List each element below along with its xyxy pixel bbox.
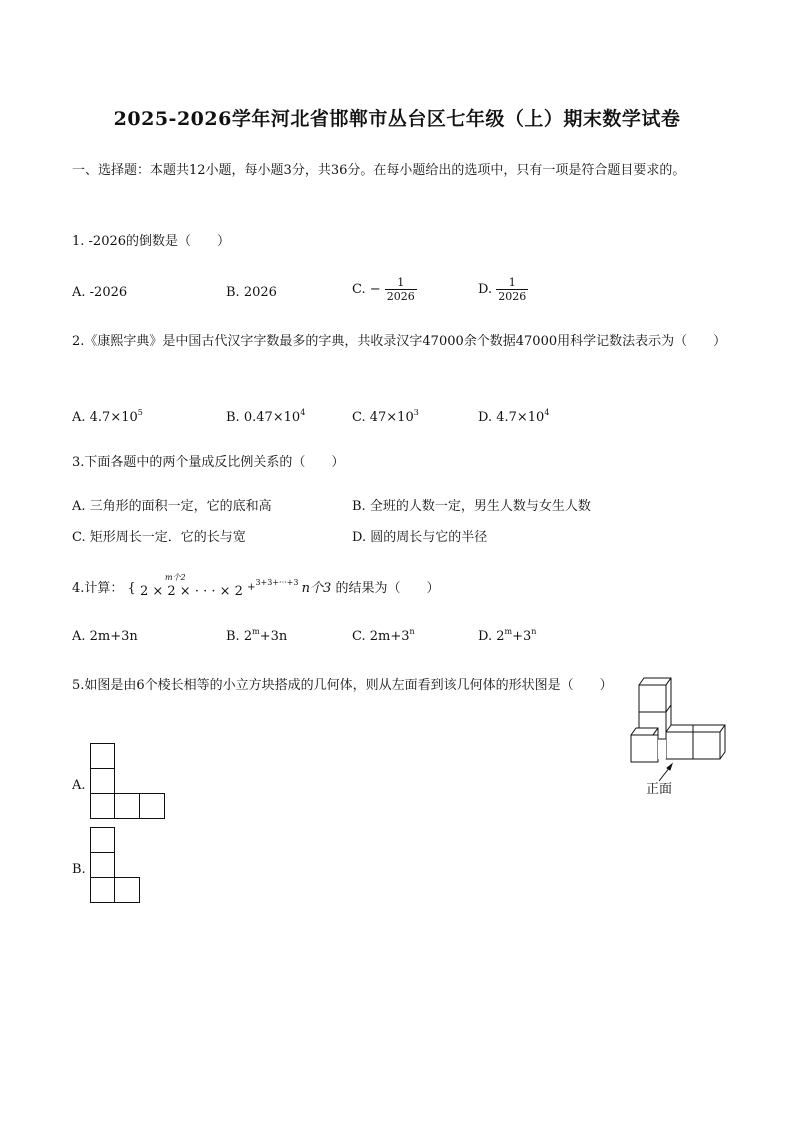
option-base: C. 2m+3 bbox=[352, 629, 410, 644]
fraction-numerator: 1 bbox=[397, 276, 405, 289]
question-1-option-c-prefix: C. − bbox=[352, 282, 381, 297]
question-2-option-d[interactable] bbox=[478, 408, 549, 428]
arrow-head bbox=[667, 764, 672, 770]
question-5-figure-label: 正面 bbox=[646, 782, 673, 797]
grid-square bbox=[91, 828, 115, 853]
option-base: A. 4.7×10 bbox=[72, 410, 138, 425]
grid-square bbox=[140, 794, 165, 819]
expression-sum-sup: 3+3+···+3 bbox=[255, 578, 299, 587]
question-5-option-b-figure[interactable] bbox=[90, 827, 142, 904]
grid-square bbox=[115, 878, 140, 903]
question-1-option-d-prefix: D. bbox=[478, 282, 493, 297]
fraction-denominator: 2026 bbox=[498, 290, 527, 303]
question-5-option-a-figure[interactable] bbox=[90, 743, 166, 820]
expression-n-count: n个3 bbox=[301, 581, 332, 596]
question-3-option-c[interactable]: C. 矩形周长一定．它的长与宽 bbox=[72, 530, 246, 545]
option-base: D. 4.7×10 bbox=[478, 410, 545, 425]
cube-face bbox=[639, 685, 666, 712]
question-3-option-a[interactable]: A. 三角形的面积一定，它的底和高 bbox=[72, 499, 272, 514]
question-1-stem: 1. -2026的倒数是（ ） bbox=[72, 234, 231, 249]
question-1-option-b[interactable]: B. 2026 bbox=[226, 285, 277, 300]
grid-square bbox=[91, 853, 115, 878]
expression-brace: { bbox=[127, 581, 136, 596]
option-base: C. 47×10 bbox=[352, 410, 414, 425]
question-2-option-b[interactable] bbox=[226, 408, 305, 428]
question-1-option-c-fraction bbox=[385, 276, 417, 303]
section-heading: 一、选择题：本题共12小题，每小题3分，共36分。在每小题给出的选项中，只有一项是符合题目要求的。 bbox=[72, 163, 686, 178]
cube-face bbox=[720, 725, 725, 759]
cube-face bbox=[631, 735, 658, 762]
option-base: B. 0.47×10 bbox=[226, 410, 301, 425]
cube-face bbox=[666, 725, 725, 732]
option-exponent: 4 bbox=[300, 407, 306, 417]
option-exponent: m bbox=[252, 626, 260, 636]
option-base: D. 2 bbox=[478, 629, 505, 644]
expression-plus-sign: + bbox=[247, 582, 256, 593]
question-4-suffix: 的结果为（ ） bbox=[335, 581, 440, 596]
question-2-option-c[interactable] bbox=[352, 408, 419, 428]
cube-face bbox=[666, 732, 693, 759]
question-5-option-b-label[interactable]: B. bbox=[72, 862, 86, 877]
expression-product-top-label: m个2 bbox=[164, 573, 186, 582]
question-2-option-a[interactable] bbox=[72, 408, 143, 428]
question-4-prefix: 4.计算： bbox=[72, 581, 124, 596]
fraction-numerator: 1 bbox=[508, 276, 516, 289]
question-5-option-a-label[interactable]: A. bbox=[72, 778, 86, 793]
expression-plus bbox=[247, 578, 302, 593]
grid-square bbox=[91, 794, 115, 819]
question-4-option-a[interactable]: A. 2m+3n bbox=[72, 629, 138, 644]
question-5-stem: 5.如图是由6个棱长相等的小立方块搭成的几何体，则从左面看到该几何体的形状图是（ ） bbox=[72, 678, 613, 693]
option-exponent: 4 bbox=[544, 407, 550, 417]
question-3-option-b[interactable]: B. 全班的人数一定，男生人数与女生人数 bbox=[352, 499, 591, 514]
cube-face bbox=[658, 739, 666, 759]
grid-square bbox=[91, 769, 115, 794]
question-1-option-d-fraction bbox=[496, 276, 528, 303]
option-base: B. 2 bbox=[226, 629, 253, 644]
option-exponent: n bbox=[409, 626, 415, 636]
question-3-option-d[interactable]: D. 圆的周长与它的半径 bbox=[352, 530, 488, 545]
cube-face bbox=[693, 732, 720, 759]
grid-square bbox=[91, 878, 115, 903]
question-4-option-b[interactable] bbox=[226, 627, 287, 647]
option-exponent: 5 bbox=[137, 407, 143, 417]
question-1-option-c[interactable] bbox=[352, 276, 417, 303]
question-5-solid-figure bbox=[626, 668, 726, 804]
question-1-option-d[interactable] bbox=[478, 276, 528, 303]
option-exponent: 3 bbox=[413, 407, 419, 417]
option-rest: +3n bbox=[259, 629, 288, 644]
question-3-stem: 3.下面各题中的两个量成反比例关系的（ ） bbox=[72, 455, 345, 470]
question-2-stem: 2.《康熙字典》是中国古代汉字字数最多的字典，共收录汉字47000余个数据47000用科学记数法表示为（ ） bbox=[72, 334, 727, 349]
fraction-denominator: 2026 bbox=[386, 290, 415, 303]
question-4-option-c[interactable] bbox=[352, 627, 415, 647]
expression-product-body: 2 × 2 × · · · × 2 bbox=[139, 584, 243, 599]
question-1-option-a[interactable]: A. -2026 bbox=[72, 285, 128, 300]
page-title: 2025-2026学年河北省邯郸市丛台区七年级（上）期末数学试卷 bbox=[113, 108, 681, 130]
expression-product bbox=[139, 573, 243, 600]
option-exponent: m bbox=[504, 626, 513, 636]
question-4-option-d[interactable] bbox=[478, 627, 536, 647]
grid-square bbox=[115, 794, 140, 819]
option-exponent-2: n bbox=[531, 626, 537, 636]
grid-square bbox=[91, 744, 115, 769]
question-4-stem bbox=[72, 573, 440, 601]
option-mid: +3 bbox=[512, 629, 532, 644]
